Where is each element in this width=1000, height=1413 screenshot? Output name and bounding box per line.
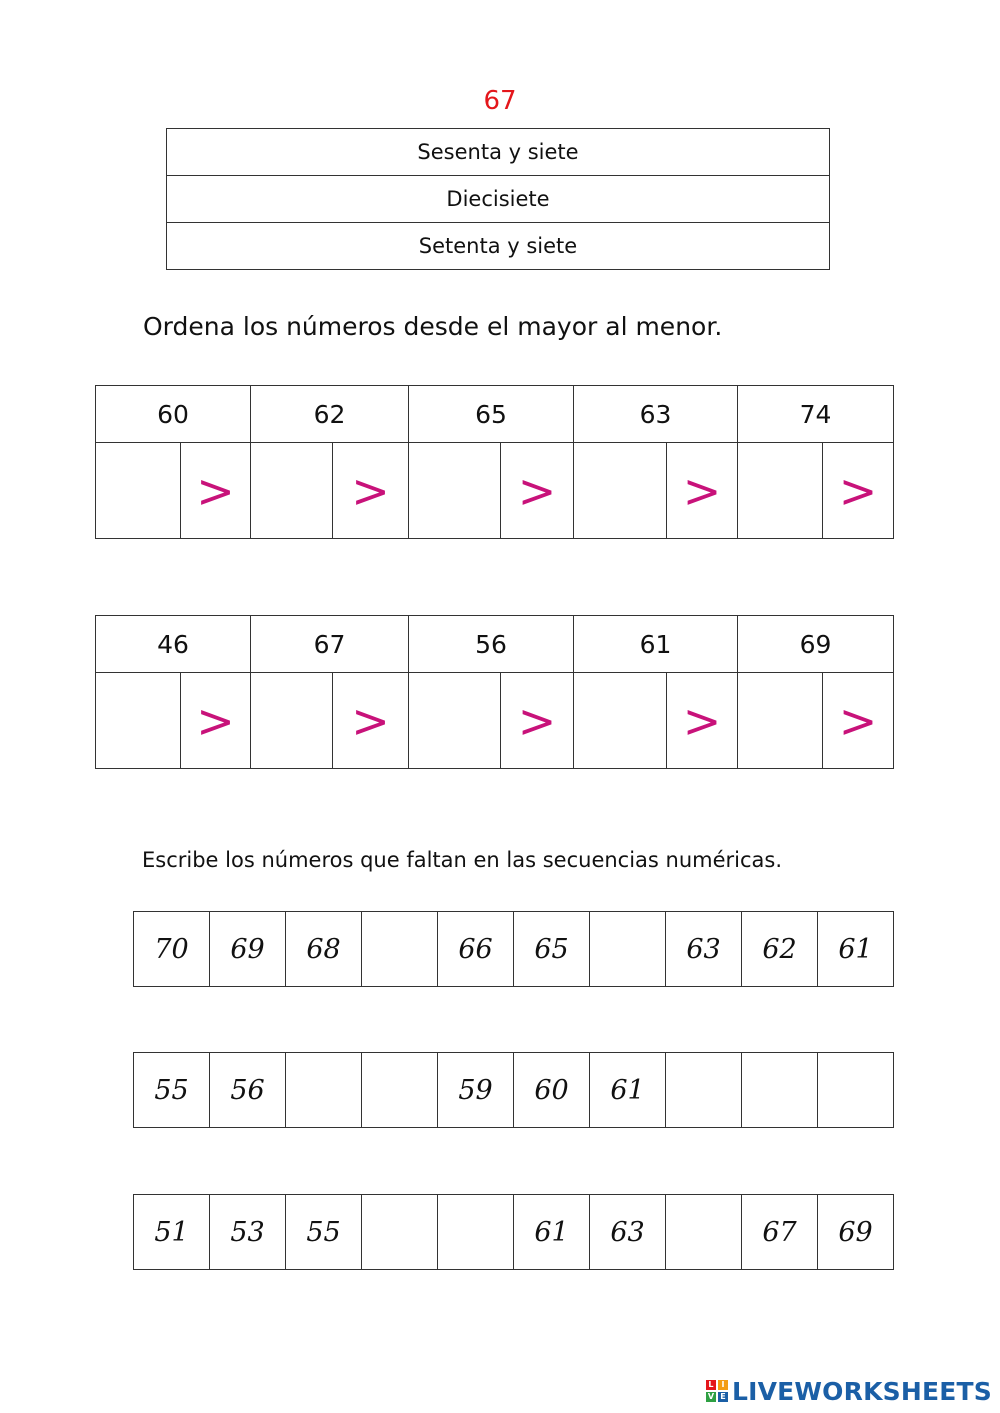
sequence-blank-input[interactable] [666, 1053, 742, 1128]
logo-grid-icon [706, 1380, 728, 1402]
sequence-blank-input[interactable] [590, 912, 666, 987]
sequence-number: 69 [818, 1195, 894, 1270]
sequence-number: 69 [210, 912, 286, 987]
greater-than-symbol: > [333, 673, 409, 769]
sequence-number: 55 [286, 1195, 362, 1270]
sequence-number: 61 [818, 912, 894, 987]
order-number: 69 [738, 616, 894, 673]
sequence-number: 61 [514, 1195, 590, 1270]
sequence-number: 62 [742, 912, 818, 987]
greater-than-symbol: > [181, 673, 251, 769]
sequence-number: 65 [514, 912, 590, 987]
sequence-number: 67 [742, 1195, 818, 1270]
sequence-number: 61 [590, 1053, 666, 1128]
order-table-2 [95, 615, 894, 769]
answer-input-box[interactable] [251, 443, 333, 539]
question-number: 67 [483, 86, 517, 116]
greater-than-symbol: > [823, 443, 894, 539]
sequence-blank-input[interactable] [362, 912, 438, 987]
sequence-blank-input[interactable] [742, 1053, 818, 1128]
answer-options-table [166, 128, 830, 270]
order-table-1 [95, 385, 894, 539]
answer-input-box[interactable] [409, 443, 501, 539]
sequence-table-3 [133, 1194, 894, 1270]
greater-than-symbol: > [667, 443, 738, 539]
greater-than-symbol: > [333, 443, 409, 539]
option-2[interactable]: Diecisiete [167, 176, 830, 223]
option-1[interactable]: Sesenta y siete [167, 129, 830, 176]
order-instruction: Ordena los números desde el mayor al menor. [143, 312, 723, 341]
sequence-number: 59 [438, 1053, 514, 1128]
answer-input-box[interactable] [409, 673, 501, 769]
order-number: 63 [574, 386, 738, 443]
sequence-table-1 [133, 911, 894, 987]
order-number: 67 [251, 616, 409, 673]
sequence-blank-input[interactable] [286, 1053, 362, 1128]
order-number: 56 [409, 616, 574, 673]
sequence-number: 51 [134, 1195, 210, 1270]
order-number: 46 [96, 616, 251, 673]
logo-letter: V [707, 1392, 715, 1401]
sequence-number: 60 [514, 1053, 590, 1128]
greater-than-symbol: > [667, 673, 738, 769]
sequence-table-2 [133, 1052, 894, 1128]
greater-than-symbol: > [823, 673, 894, 769]
order-number: 60 [96, 386, 251, 443]
logo-letter: L [706, 1380, 716, 1390]
order-number: 65 [409, 386, 574, 443]
answer-input-box[interactable] [96, 673, 181, 769]
sequence-number: 66 [438, 912, 514, 987]
sequence-blank-input[interactable] [362, 1195, 438, 1270]
order-number: 62 [251, 386, 409, 443]
liveworksheets-logo[interactable] [706, 1374, 992, 1408]
order-number: 61 [574, 616, 738, 673]
option-3[interactable]: Setenta y siete [167, 223, 830, 270]
sequence-number: 63 [590, 1195, 666, 1270]
sequence-number: 70 [134, 912, 210, 987]
sequence-blank-input[interactable] [666, 1195, 742, 1270]
sequence-number: 53 [210, 1195, 286, 1270]
sequence-number: 56 [210, 1053, 286, 1128]
logo-letter: I [718, 1380, 728, 1390]
order-number: 74 [738, 386, 894, 443]
sequence-number: 68 [286, 912, 362, 987]
sequence-number: 63 [666, 912, 742, 987]
greater-than-symbol: > [501, 443, 574, 539]
sequence-number: 55 [134, 1053, 210, 1128]
answer-input-box[interactable] [96, 443, 181, 539]
sequence-instruction: Escribe los números que faltan en las secuencias numéricas. [142, 848, 783, 872]
answer-input-box[interactable] [738, 443, 823, 539]
logo-letter: E [718, 1392, 728, 1402]
greater-than-symbol: > [181, 443, 251, 539]
sequence-blank-input[interactable] [362, 1053, 438, 1128]
answer-input-box[interactable] [574, 443, 667, 539]
answer-input-box[interactable] [251, 673, 333, 769]
sequence-blank-input[interactable] [438, 1195, 514, 1270]
answer-input-box[interactable] [574, 673, 667, 769]
greater-than-symbol: > [501, 673, 574, 769]
logo-text: LIVEWORKSHEETS [731, 1376, 992, 1406]
sequence-blank-input[interactable] [818, 1053, 894, 1128]
answer-input-box[interactable] [738, 673, 823, 769]
